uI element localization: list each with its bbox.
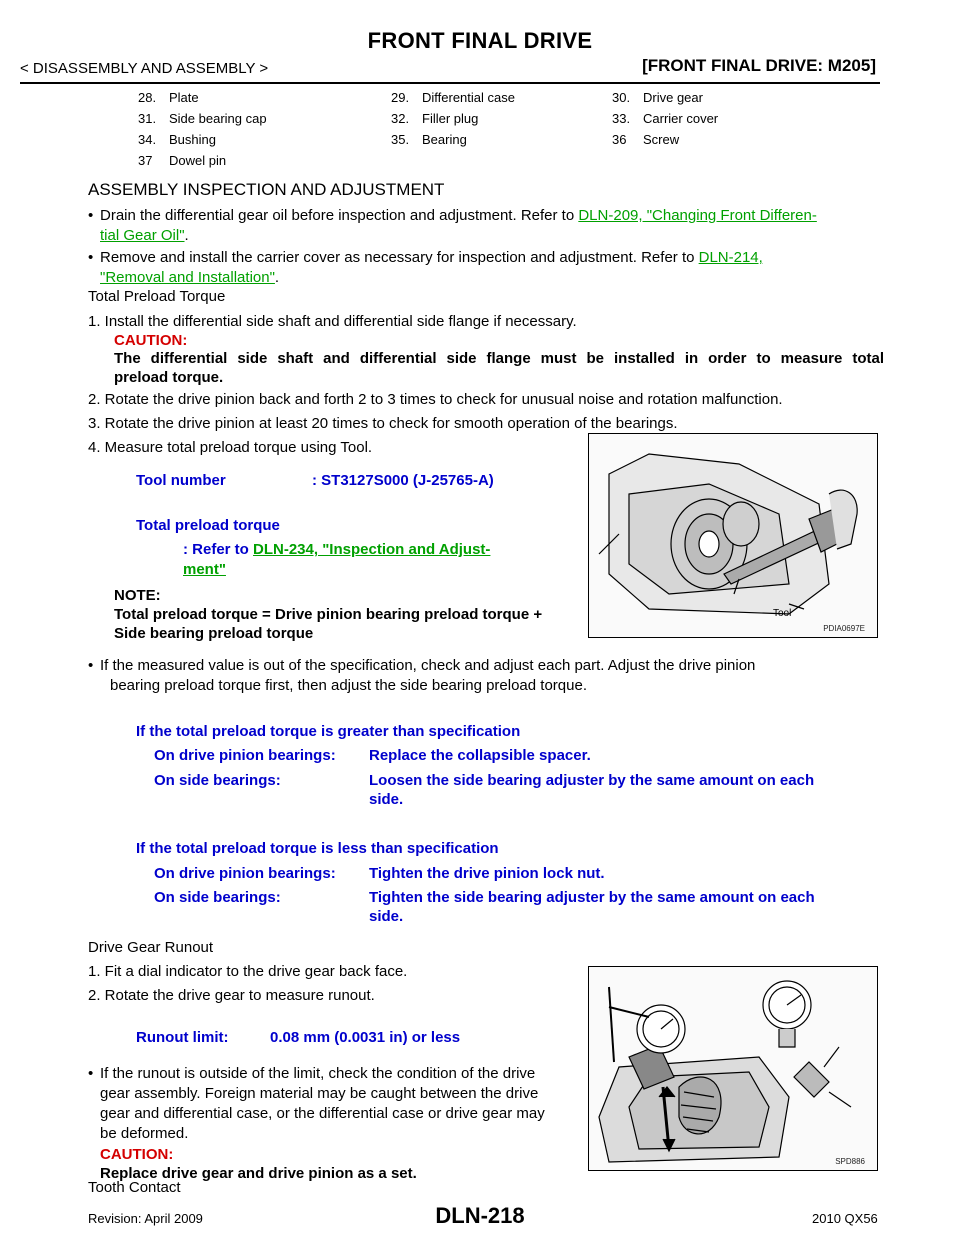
legend-item-number: 35.	[391, 132, 410, 147]
bullet-dot: •	[88, 207, 94, 224]
runout-limit-label: Runout limit:	[136, 1029, 229, 1046]
runout-limit-value: 0.08 mm (0.0031 in) or less	[270, 1029, 461, 1046]
legend-item	[612, 132, 680, 147]
bullet-end: .	[274, 269, 280, 286]
intro-bullet-2	[88, 248, 890, 288]
legend-item-number: 31.	[138, 111, 157, 126]
section-tag: [FRONT FINAL DRIVE: M205]	[642, 56, 876, 75]
legend-item-label: Carrier cover	[643, 111, 719, 126]
legend-item-label: Plate	[169, 90, 199, 105]
measure-bullet-line-2: bearing preload torque first, then adjust the side bearing preload torque.	[110, 677, 587, 694]
legend-item	[612, 111, 719, 126]
legend-item-label: Bearing	[422, 132, 467, 147]
figure-code: PDIA0697E	[823, 624, 865, 633]
spec-greater-row2-value: Loosen the side bearing adjuster by the same amount on each	[369, 772, 815, 789]
legend-item	[391, 90, 515, 105]
legend-item-number: 30.	[612, 90, 631, 105]
bullet-dot: •	[88, 657, 94, 674]
legend-item	[138, 90, 199, 105]
spec-greater-row2-label: On side bearings:	[154, 772, 281, 789]
bullet-text: Remove and install the carrier cover as necessary for inspection and adjustment. Refer to	[100, 249, 699, 266]
legend-item-number: 29.	[391, 90, 410, 105]
bullet-text: Drain the differential gear oil before inspection and adjustment. Refer to	[100, 207, 579, 224]
tool-number-value: : ST3127S000 (J-25765-A)	[312, 472, 494, 489]
torque-label: Total preload torque	[136, 517, 280, 534]
legend-item-label: Filler plug	[422, 111, 479, 126]
spec-less-row2-value: Tighten the side bearing adjuster by the same amount on each	[369, 889, 815, 906]
link-inspection-adjustment-cont[interactable]: ment"	[183, 561, 226, 578]
revision-date: Revision: April 2009	[88, 1211, 203, 1226]
caution-text-cont: preload torque.	[114, 369, 224, 386]
legend-item	[612, 90, 703, 105]
step-1: 1. Install the differential side shaft and differential side flange if necessary.	[88, 313, 577, 330]
spec-greater-row1-value: Replace the collapsible spacer.	[369, 747, 591, 764]
figure-code: SPD886	[835, 1157, 865, 1166]
step-2: 2. Rotate the drive pinion back and forth 2 to 3 times to check for unusual noise and rotation malfunction.	[88, 391, 783, 408]
torque-refer	[183, 540, 490, 580]
measure-bullet	[88, 656, 876, 696]
bullet-dot: •	[88, 249, 94, 266]
runout-bullet	[88, 1064, 576, 1144]
link-changing-oil[interactable]: DLN-209, "Changing Front Differen-	[578, 207, 817, 224]
runout-step-1: 1. Fit a dial indicator to the drive gear back face.	[88, 963, 408, 980]
legend-row	[138, 132, 778, 153]
tool-number-label: Tool number	[136, 472, 226, 489]
spec-greater-title: If the total preload torque is greater than specification	[136, 723, 521, 740]
link-removal-installation-cont[interactable]: "Removal and Installation"	[100, 269, 275, 286]
note-label: NOTE:	[114, 587, 161, 604]
runout-caution-label: CAUTION:	[100, 1146, 174, 1163]
legend-item-label: Dowel pin	[169, 153, 227, 168]
breadcrumb: < DISASSEMBLY AND ASSEMBLY >	[20, 60, 269, 77]
link-changing-oil-cont[interactable]: tial Gear Oil"	[100, 227, 185, 244]
differential-tool-illustration	[589, 434, 877, 637]
refer-prefix: : Refer to	[183, 541, 254, 558]
parts-legend	[138, 90, 778, 174]
subheading-drive-gear-runout: Drive Gear Runout	[88, 939, 214, 956]
note-text-cont: Side bearing preload torque	[114, 625, 314, 642]
legend-item	[138, 153, 227, 168]
step-4: 4. Measure total preload torque using Tool.	[88, 439, 373, 456]
spec-less-row1-value: Tighten the drive pinion lock nut.	[369, 865, 605, 882]
legend-item-number: 28.	[138, 90, 157, 105]
note-text: Total preload torque = Drive pinion bearing preload torque +	[114, 606, 543, 623]
link-removal-installation[interactable]: DLN-214,	[698, 249, 763, 266]
caution-label: CAUTION:	[114, 332, 188, 349]
spec-less-row2-label: On side bearings:	[154, 889, 281, 906]
runout-bullet-line-4: be deformed.	[100, 1125, 189, 1142]
dial-indicator-illustration	[589, 967, 877, 1170]
legend-item-number: 37	[138, 153, 153, 168]
spec-less-row2-value-cont: side.	[369, 908, 404, 925]
legend-item-label: Differential case	[422, 90, 515, 105]
legend-item-label: Drive gear	[643, 90, 703, 105]
legend-row	[138, 111, 778, 132]
measure-bullet-line-1: If the measured value is out of the specification, check and adjust each part. Adjust the drive pinion	[100, 657, 756, 674]
link-inspection-adjustment[interactable]: DLN-234, "Inspection and Adjust-	[253, 541, 491, 558]
page-number: DLN-218	[435, 1203, 525, 1228]
legend-item	[138, 111, 267, 126]
spec-greater-row1-label: On drive pinion bearings:	[154, 747, 336, 764]
figure-dial-indicator	[588, 966, 878, 1171]
legend-row	[138, 90, 778, 111]
spec-greater-row2-value-cont: side.	[369, 791, 404, 808]
figure-preload-tool	[588, 433, 878, 638]
legend-row	[138, 153, 778, 174]
spec-less-title: If the total preload torque is less than specification	[136, 840, 499, 857]
subheading-tooth-contact: Tooth Contact	[88, 1179, 181, 1196]
vehicle-model: 2010 QX56	[812, 1211, 878, 1226]
spec-less-row1-label: On drive pinion bearings:	[154, 865, 336, 882]
legend-item-number: 33.	[612, 111, 631, 126]
caution-text: The differential side shaft and differential side flange must be installed in order to measure total	[114, 350, 884, 367]
bullet-end: .	[184, 227, 189, 244]
page-title: FRONT FINAL DRIVE	[367, 28, 593, 53]
runout-caution-text: Replace drive gear and drive pinion as a set.	[100, 1165, 417, 1182]
legend-item	[138, 132, 216, 147]
legend-item-number: 36	[612, 132, 627, 147]
legend-item	[391, 111, 479, 126]
legend-item	[391, 132, 467, 147]
runout-bullet-line-1: If the runout is outside of the limit, check the condition of the drive	[100, 1065, 536, 1082]
runout-bullet-line-2: gear assembly. Foreign material may be caught between the drive	[100, 1085, 539, 1102]
legend-item-label: Screw	[643, 132, 680, 147]
step-3: 3. Rotate the drive pinion at least 20 times to check for smooth operation of the bearings.	[88, 415, 678, 432]
legend-item-number: 34.	[138, 132, 157, 147]
legend-item-label: Side bearing cap	[169, 111, 267, 126]
bullet-dot: •	[88, 1065, 94, 1082]
section-heading: ASSEMBLY INSPECTION AND ADJUSTMENT	[88, 180, 445, 199]
intro-bullet-1	[88, 206, 890, 246]
runout-step-2: 2. Rotate the drive gear to measure runout.	[88, 987, 375, 1004]
header-divider	[20, 82, 880, 84]
subheading-total-preload: Total Preload Torque	[88, 288, 226, 305]
runout-bullet-line-3: gear and differential case, or the differential case or drive gear may	[100, 1105, 545, 1122]
figure-tool-label: Tool	[773, 608, 792, 619]
legend-item-number: 32.	[391, 111, 410, 126]
legend-item-label: Bushing	[169, 132, 216, 147]
